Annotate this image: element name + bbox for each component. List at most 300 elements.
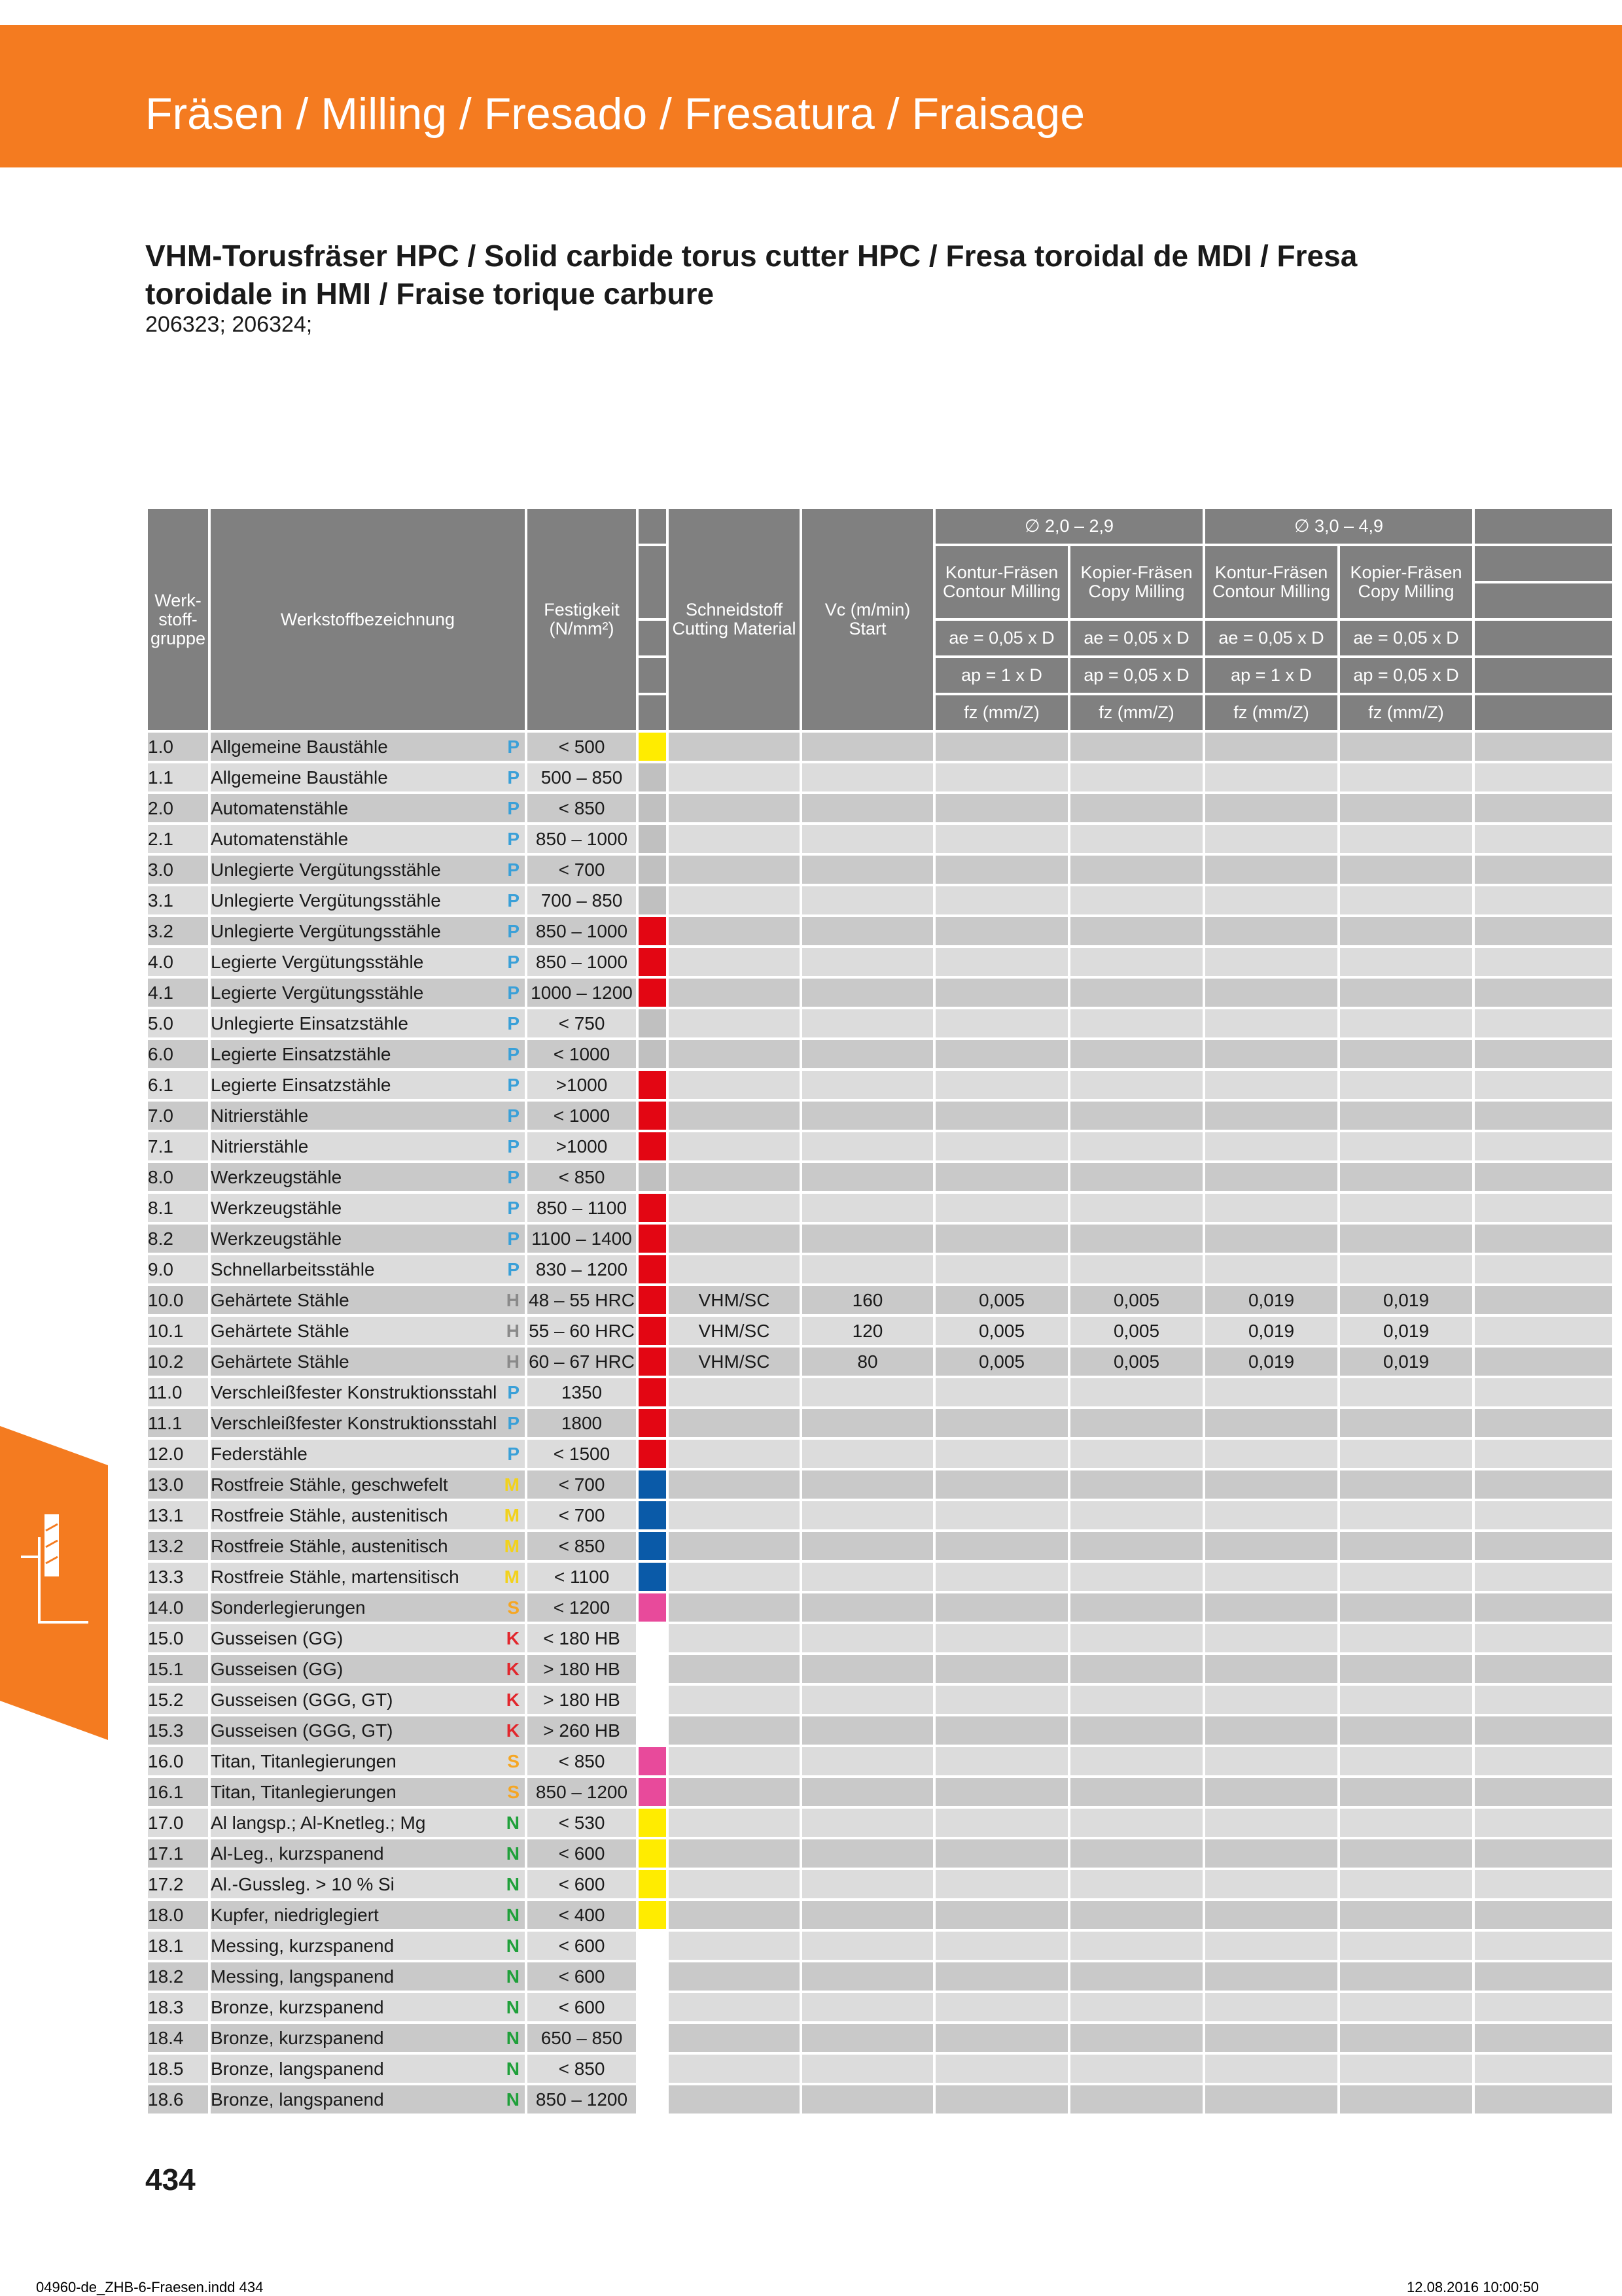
col-header-extra [1475,509,1612,544]
cell-fz-contour-1 [936,763,1068,791]
cell-strength: < 530 [527,1809,636,1837]
cell-fz-copy-2 [1340,1470,1472,1499]
cell-fz-contour-1 [936,979,1068,1007]
cell-fz-contour-1 [936,1102,1068,1130]
material-color-chip [639,1225,666,1253]
table-row [148,1317,1612,1345]
cell-strength: < 600 [527,1962,636,1991]
cell-group: 16.1 [148,1778,208,1806]
cell-fz-copy-1 [1070,794,1203,822]
cell-cutting-material [669,2024,800,2052]
col-header-contour-1 [936,546,1068,618]
cell-fz-contour-2 [1205,1255,1337,1283]
cell-designation [211,979,525,1007]
material-color-chip [639,763,666,791]
iso-class-letter: P [507,1197,520,1218]
cell-fz-copy-2 [1340,917,1472,945]
cell-strength: < 1000 [527,1040,636,1068]
iso-class-letter: N [506,2058,520,2079]
cell-strength: 700 – 850 [527,886,636,914]
cell-group: 18.2 [148,1962,208,1991]
cell-extra [1475,1624,1612,1652]
iso-class-letter: S [507,1750,520,1771]
cell-fz-contour-1 [936,1809,1068,1837]
cell-fz-contour-1 [936,1225,1068,1253]
material-color-chip [639,886,666,914]
designation-text: Rostfreie Stähle, austenitisch [211,1535,448,1556]
cell-vc [802,1870,933,1898]
cell-fz-contour-2 [1205,2055,1337,2083]
cell-fz-copy-2 [1340,856,1472,884]
cell-group: 10.1 [148,1317,208,1345]
cell-vc [802,1440,933,1468]
cell-strength: < 700 [527,1470,636,1499]
designation-text: Rostfreie Stähle, austenitisch [211,1505,448,1525]
cell-strength: < 850 [527,1163,636,1191]
col-header-strength-label: Festigkeit (N/mm²) [544,600,620,638]
col-header-ap-1: ap = 1 x D [936,658,1068,693]
col-header-contour-label: Kontur-Fräsen Contour Milling [1212,563,1331,601]
cell-strength: > 180 HB [527,1655,636,1683]
cell-cutting-material [669,1932,800,1960]
iso-class-letter: H [506,1289,520,1310]
material-color-chip [639,1932,666,1960]
designation-text: Unlegierte Vergütungsstähle [211,859,441,880]
cell-cutting-material [669,794,800,822]
table-row [148,1225,1612,1253]
designation-text: Federstähle [211,1443,308,1464]
cell-fz-contour-1 [936,1716,1068,1745]
col-header-fz-3: fz (mm/Z) [1205,695,1337,730]
cell-fz-contour-2 [1205,856,1337,884]
cell-fz-contour-2 [1205,794,1337,822]
table-row [148,1009,1612,1037]
material-color-chip [639,1378,666,1406]
table-row [148,1993,1612,2021]
iso-class-letter: N [506,1996,520,2017]
col-header-chip-cell [639,546,666,618]
cell-fz-contour-2 [1205,1870,1337,1898]
cell-cutting-material [669,917,800,945]
cell-fz-contour-1 [936,2055,1068,2083]
designation-text: Automatenstähle [211,828,349,849]
cell-strength: 48 – 55 HRC [527,1286,636,1314]
cell-vc [802,1809,933,1837]
cell-fz-copy-1 [1070,1686,1203,1714]
cell-fz-copy-1 [1070,1378,1203,1406]
cell-group: 3.2 [148,917,208,945]
cell-extra [1475,1839,1612,1868]
cell-fz-contour-1 [936,1532,1068,1560]
cell-strength: < 850 [527,794,636,822]
cell-extra [1475,825,1612,853]
iso-class-letter: P [507,1443,520,1464]
iso-class-letter: P [507,736,520,757]
cell-fz-copy-1 [1070,1716,1203,1745]
table-row [148,2055,1612,2083]
cell-fz-contour-2 [1205,1563,1337,1591]
cell-cutting-material [669,856,800,884]
iso-class-letter: P [507,767,520,788]
iso-class-letter: S [507,1597,520,1618]
cell-designation [211,1747,525,1775]
col-header-ap-3: ap = 1 x D [1205,658,1337,693]
cell-fz-contour-2 [1205,1993,1337,2021]
cell-cutting-material [669,1225,800,1253]
cell-strength: < 180 HB [527,1624,636,1652]
cell-vc [802,1102,933,1130]
cell-fz-copy-1 [1070,1409,1203,1437]
cell-fz-contour-1 [936,1440,1068,1468]
cell-designation [211,1040,525,1068]
cell-vc [802,1225,933,1253]
cell-fz-contour-1 [936,1040,1068,1068]
cell-designation [211,1317,525,1345]
designation-text: Legierte Einsatzstähle [211,1074,391,1095]
cell-extra [1475,1932,1612,1960]
cell-fz-contour-1 [936,886,1068,914]
col-header-copy-label: Kopier-Fräsen Copy Milling [1350,563,1462,601]
cell-fz-contour-1 [936,917,1068,945]
material-color-chip [639,2024,666,2052]
col-header-ae-3: ae = 0,05 x D [1205,621,1337,655]
cell-fz-copy-1 [1070,1747,1203,1775]
col-header-group [148,509,208,730]
cell-designation [211,794,525,822]
cell-cutting-material [669,1071,800,1099]
cell-strength: >1000 [527,1132,636,1160]
cell-extra [1475,1378,1612,1406]
designation-text: Titan, Titanlegierungen [211,1750,397,1771]
cell-extra [1475,1716,1612,1745]
cell-designation [211,1378,525,1406]
cell-fz-copy-1 [1070,948,1203,976]
table-row [148,1809,1612,1837]
cell-strength: < 700 [527,856,636,884]
cell-designation [211,763,525,791]
cell-fz-copy-2 [1340,1809,1472,1837]
cell-fz-contour-1 [936,1839,1068,1868]
designation-text: Messing, langspanend [211,1966,395,1987]
table-row [148,1962,1612,1991]
material-color-chip [639,1040,666,1068]
col-header-copy-label: Kopier-Fräsen Copy Milling [1080,563,1193,601]
cell-designation [211,1501,525,1529]
cell-vc [802,1716,933,1745]
cell-extra [1475,1470,1612,1499]
cell-vc [802,948,933,976]
cell-strength: 650 – 850 [527,2024,636,2052]
iso-class-letter: M [504,1566,520,1587]
iso-class-letter: P [507,828,520,849]
cell-fz-contour-2 [1205,1132,1337,1160]
cell-fz-copy-1 [1070,825,1203,853]
cell-cutting-material: VHM/SC [669,1348,800,1376]
cell-vc [802,825,933,853]
cell-fz-contour-2 [1205,1716,1337,1745]
cell-extra [1475,1962,1612,1991]
cell-extra [1475,1809,1612,1837]
material-color-chip [639,1009,666,1037]
cell-cutting-material [669,1501,800,1529]
designation-text: Gehärtete Stähle [211,1351,349,1372]
cell-fz-contour-2 [1205,1655,1337,1683]
table-row [148,763,1612,791]
table-row [148,1563,1612,1591]
table-row [148,1624,1612,1652]
cell-strength: < 750 [527,1009,636,1037]
material-color-chip [639,1255,666,1283]
col-header-chip-cell [639,695,666,730]
cell-fz-contour-1 [936,1470,1068,1499]
table-row [148,1378,1612,1406]
cell-vc [802,1532,933,1560]
cell-fz-contour-1 [936,1624,1068,1652]
iso-class-letter: P [507,1136,520,1157]
iso-class-letter: N [506,2027,520,2048]
cell-strength: < 500 [527,733,636,761]
cell-designation [211,1286,525,1314]
cell-vc [802,1501,933,1529]
cell-vc [802,1255,933,1283]
col-header-chip-cell [639,658,666,693]
cell-cutting-material [669,948,800,976]
cell-fz-contour-2 [1205,1686,1337,1714]
cell-fz-copy-2 [1340,1563,1472,1591]
cell-designation [211,1163,525,1191]
col-header-vc-label: Vc (m/min) Start [824,600,911,638]
designation-text: Gusseisen (GGG, GT) [211,1689,393,1710]
cell-fz-copy-1: 0,005 [1070,1317,1203,1345]
cell-fz-copy-2 [1340,1870,1472,1898]
cell-fz-contour-2 [1205,1839,1337,1868]
material-color-chip [639,1778,666,1806]
col-header-vc [802,509,933,730]
cell-extra [1475,1102,1612,1130]
col-header-extra [1475,658,1612,693]
cell-designation [211,1809,525,1837]
designation-text: Kupfer, niedriglegiert [211,1904,379,1925]
cell-fz-copy-1: 0,005 [1070,1348,1203,1376]
cell-strength: 850 – 1000 [527,917,636,945]
cell-designation [211,1563,525,1591]
cell-extra [1475,886,1612,914]
cell-extra [1475,733,1612,761]
cell-fz-copy-2 [1340,2055,1472,2083]
col-header-designation [211,509,525,730]
cell-fz-copy-2 [1340,2024,1472,2052]
cell-fz-copy-2 [1340,825,1472,853]
cell-group: 18.6 [148,2085,208,2113]
cell-fz-copy-1 [1070,1132,1203,1160]
cell-extra [1475,1317,1612,1345]
cell-group: 15.2 [148,1686,208,1714]
cell-vc [802,763,933,791]
cell-designation [211,2085,525,2113]
material-color-chip [639,1317,666,1345]
cell-cutting-material [669,1716,800,1745]
material-color-chip [639,1501,666,1529]
iso-class-letter: P [507,1043,520,1064]
cell-fz-copy-1 [1070,1501,1203,1529]
cell-fz-contour-2 [1205,979,1337,1007]
cell-strength: 1000 – 1200 [527,979,636,1007]
table-row [148,1501,1612,1529]
cell-designation [211,1778,525,1806]
cell-extra [1475,1132,1612,1160]
cell-vc [802,1163,933,1191]
cell-vc [802,1901,933,1929]
designation-text: Gehärtete Stähle [211,1320,349,1341]
cell-group: 7.0 [148,1102,208,1130]
col-header-fz-2: fz (mm/Z) [1070,695,1203,730]
cell-extra [1475,1686,1612,1714]
cell-designation [211,856,525,884]
cell-fz-contour-2 [1205,825,1337,853]
cell-fz-contour-2 [1205,1809,1337,1837]
cell-strength: < 600 [527,1932,636,1960]
cell-strength: < 1000 [527,1102,636,1130]
cell-designation [211,1593,525,1622]
cell-strength: < 1200 [527,1593,636,1622]
designation-text: Allgemeine Baustähle [211,736,388,757]
cell-group: 12.0 [148,1440,208,1468]
cell-group: 4.1 [148,979,208,1007]
table-row [148,1870,1612,1898]
cell-designation [211,1962,525,1991]
cell-fz-copy-1 [1070,1040,1203,1068]
cell-fz-copy-1 [1070,1809,1203,1837]
material-color-chip [639,1409,666,1437]
designation-text: Legierte Vergütungsstähle [211,982,424,1003]
cell-fz-copy-1 [1070,1532,1203,1560]
cell-designation [211,917,525,945]
cell-cutting-material: VHM/SC [669,1317,800,1345]
cell-extra [1475,917,1612,945]
cell-fz-copy-1 [1070,2085,1203,2113]
col-header-ap-4: ap = 0,05 x D [1340,658,1472,693]
iso-class-letter: P [507,1382,520,1402]
material-color-chip [639,1809,666,1837]
cell-fz-contour-1 [936,1071,1068,1099]
cell-group: 15.1 [148,1655,208,1683]
cell-vc [802,1563,933,1591]
cell-strength: 830 – 1200 [527,1255,636,1283]
cell-group: 13.1 [148,1501,208,1529]
designation-text: Nitrierstähle [211,1136,309,1157]
designation-text: Werkzeugstähle [211,1197,342,1218]
cell-fz-copy-1 [1070,733,1203,761]
cell-designation [211,1993,525,2021]
cell-strength: < 700 [527,1501,636,1529]
iso-class-letter: H [506,1320,520,1341]
material-color-chip [639,1440,666,1468]
cell-fz-contour-1 [936,1194,1068,1222]
cell-vc: 120 [802,1317,933,1345]
material-color-chip [639,2085,666,2113]
col-header-chip-cell [639,621,666,655]
cell-strength: < 850 [527,2055,636,2083]
designation-text: Rostfreie Stähle, martensitisch [211,1566,459,1587]
cell-group: 13.2 [148,1532,208,1560]
cell-fz-copy-2: 0,019 [1340,1348,1472,1376]
iso-class-letter: P [507,920,520,941]
cell-fz-contour-2 [1205,1501,1337,1529]
cell-group: 18.1 [148,1932,208,1960]
cell-fz-copy-1 [1070,1440,1203,1468]
cell-vc [802,2055,933,2083]
cell-extra [1475,1501,1612,1529]
designation-text: Allgemeine Baustähle [211,767,388,788]
cell-fz-contour-2 [1205,2085,1337,2113]
designation-text: Automatenstähle [211,797,349,818]
cell-fz-copy-2 [1340,1593,1472,1622]
cell-fz-copy-1 [1070,1655,1203,1683]
material-color-chip [639,1470,666,1499]
cell-fz-contour-2 [1205,886,1337,914]
cell-designation [211,1716,525,1745]
cell-fz-copy-1 [1070,856,1203,884]
cell-strength: 1350 [527,1378,636,1406]
table-row [148,1470,1612,1499]
cell-fz-copy-1 [1070,2024,1203,2052]
cell-fz-contour-1 [936,1901,1068,1929]
cell-vc [802,1040,933,1068]
cell-fz-contour-2 [1205,1778,1337,1806]
cell-fz-copy-2 [1340,1163,1472,1191]
cell-vc [802,1470,933,1499]
cell-fz-contour-1 [936,1378,1068,1406]
cell-cutting-material [669,886,800,914]
cell-fz-contour-2 [1205,733,1337,761]
cell-fz-contour-2: 0,019 [1205,1348,1337,1376]
cell-designation [211,1009,525,1037]
cell-vc [802,1932,933,1960]
cell-fz-copy-2 [1340,1102,1472,1130]
material-color-chip [639,1532,666,1560]
cell-fz-copy-1 [1070,1839,1203,1868]
cell-fz-contour-1 [936,1993,1068,2021]
cell-strength: < 600 [527,1993,636,2021]
table-row [148,1286,1612,1314]
cell-fz-contour-2 [1205,1409,1337,1437]
footer-timestamp: 12.08.2016 10:00:50 [1407,2279,1539,2295]
cell-fz-copy-1 [1070,1071,1203,1099]
col-header-ap-2: ap = 0,05 x D [1070,658,1203,693]
table-row [148,1593,1612,1622]
cell-vc [802,1839,933,1868]
material-color-chip [639,979,666,1007]
material-color-chip [639,1194,666,1222]
cell-designation [211,1225,525,1253]
cell-vc [802,1009,933,1037]
cell-group: 10.0 [148,1286,208,1314]
iso-class-letter: N [506,2089,520,2110]
cell-extra [1475,794,1612,822]
col-header-dia2: ∅ 3,0 – 4,9 [1205,509,1472,544]
material-color-chip [639,1071,666,1099]
table-row [148,1163,1612,1191]
cell-fz-contour-2 [1205,917,1337,945]
material-color-chip [639,2055,666,2083]
cell-fz-copy-1 [1070,1009,1203,1037]
cell-cutting-material [669,979,800,1007]
cell-strength: 850 – 1100 [527,1194,636,1222]
col-header-chip-cell [639,509,666,544]
table-row [148,886,1612,914]
iso-class-letter: M [504,1505,520,1525]
col-header-ae-2: ae = 0,05 x D [1070,621,1203,655]
